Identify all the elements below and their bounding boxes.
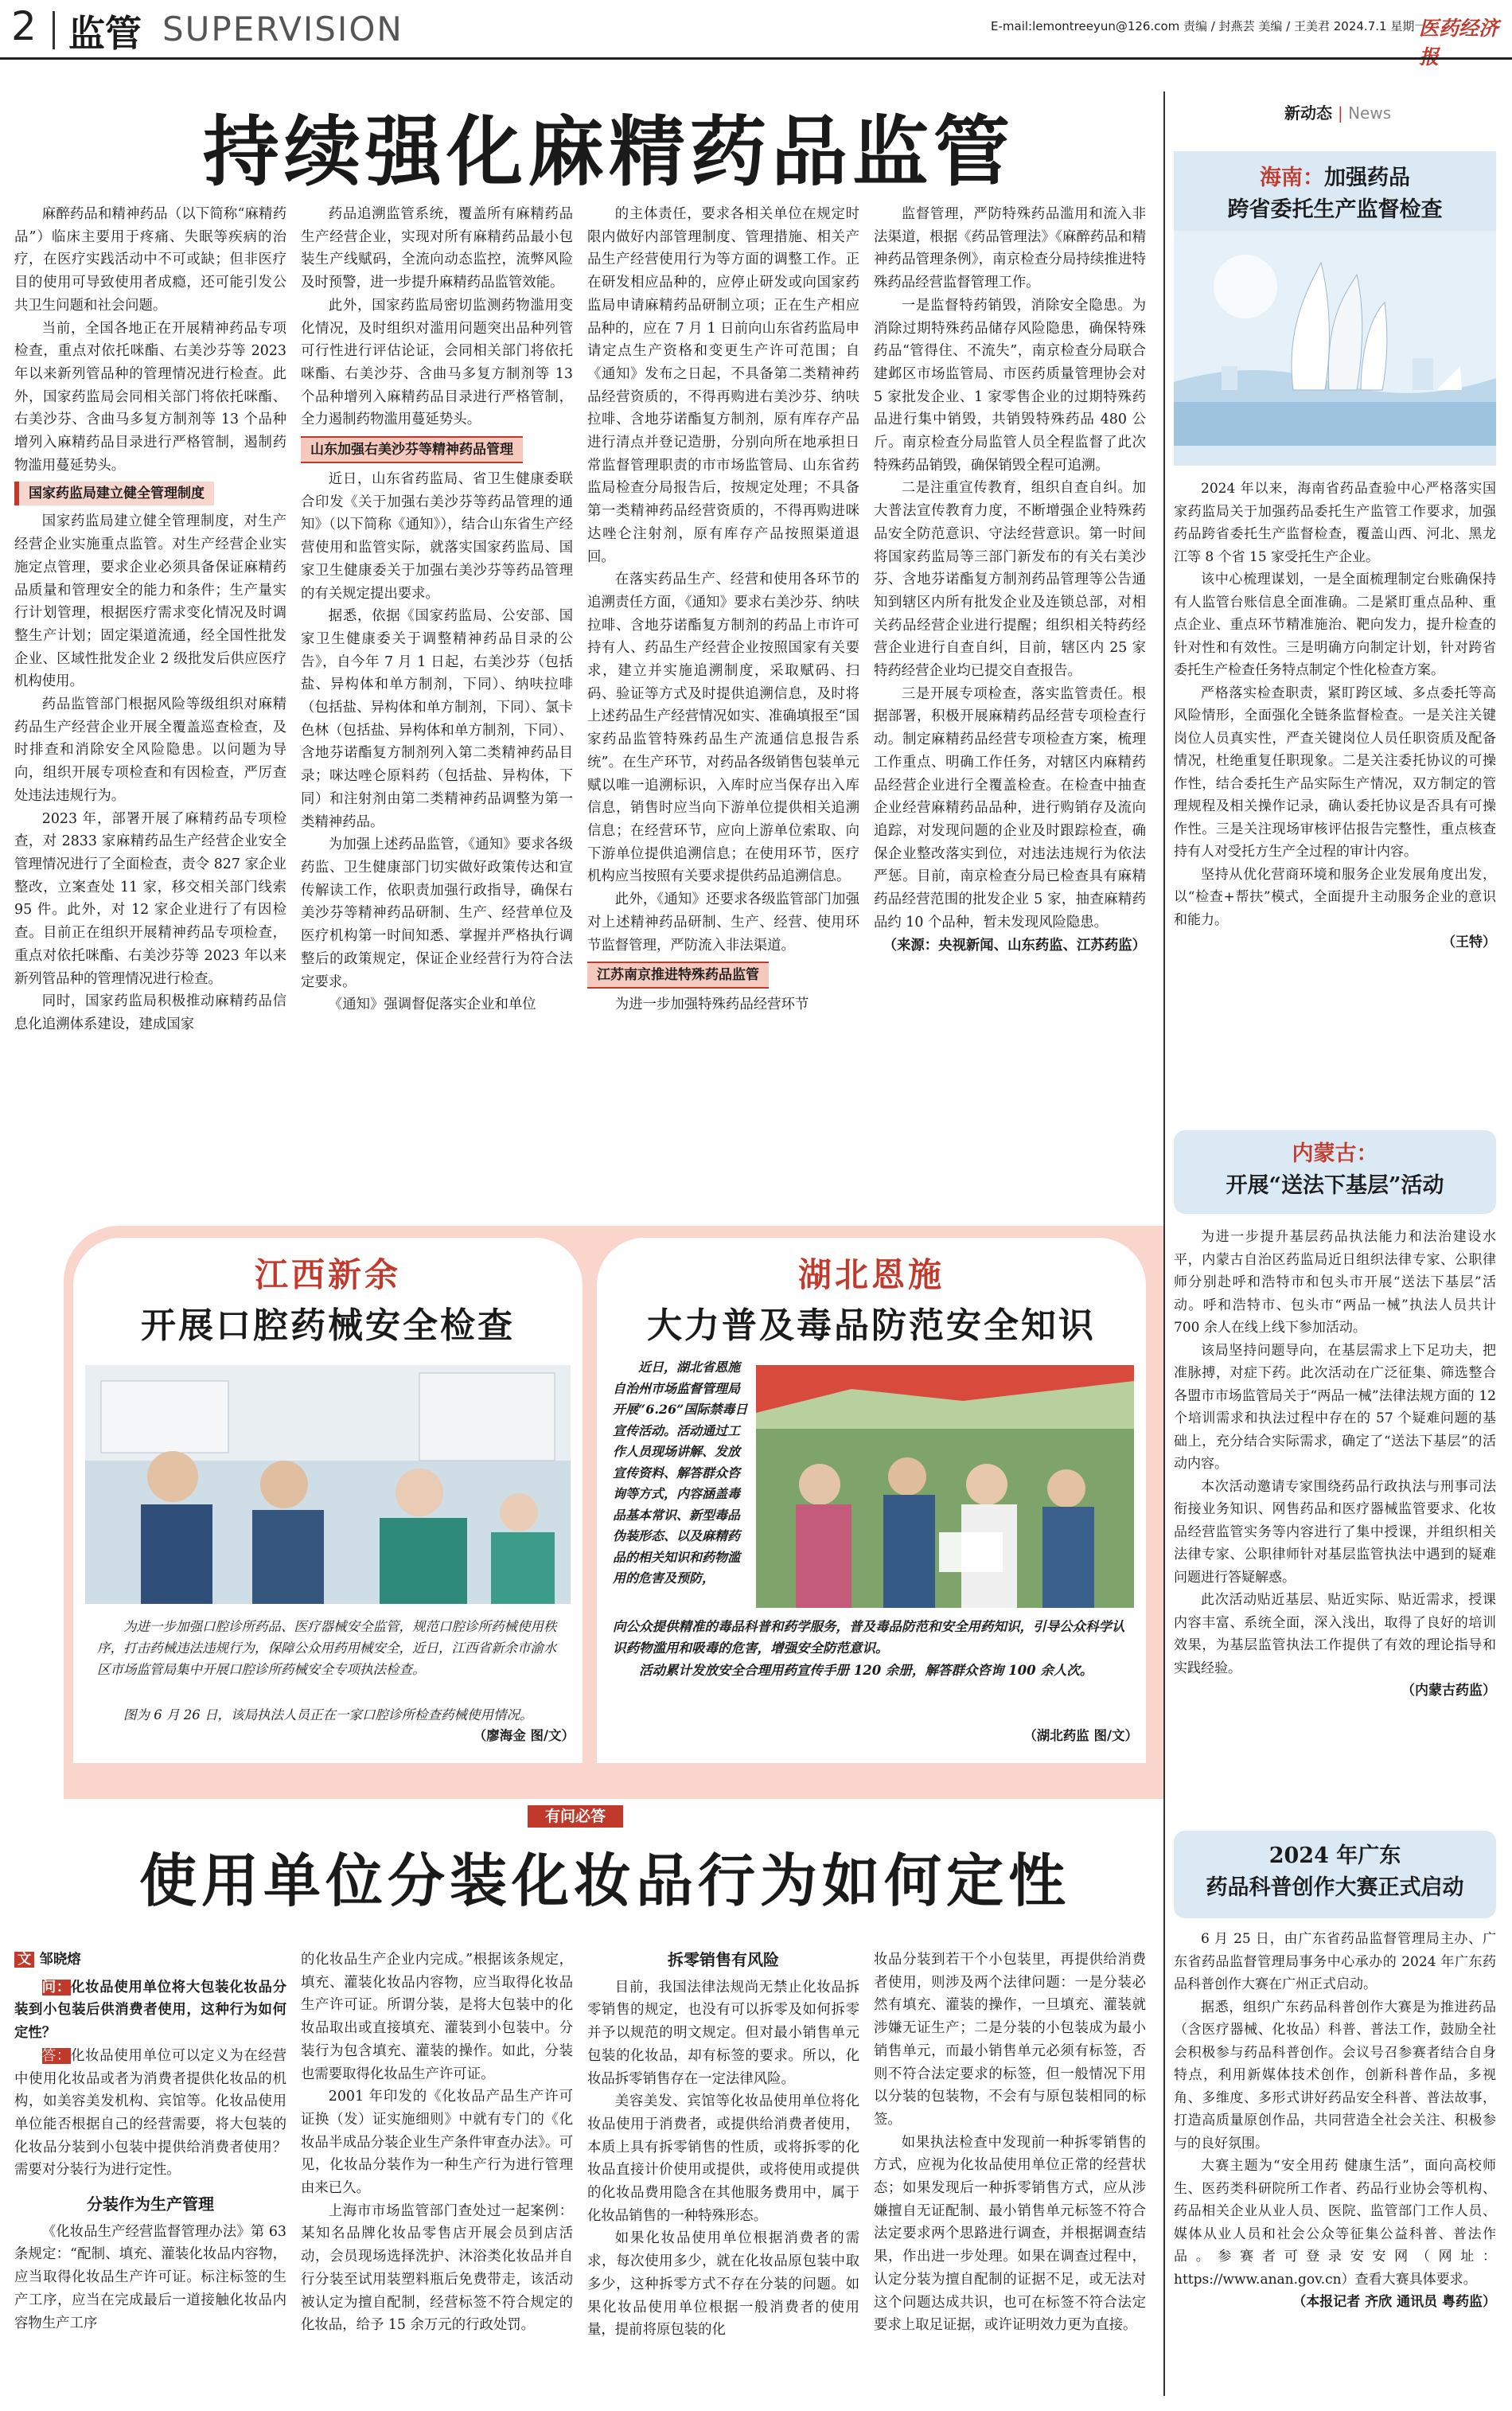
jiangxi-caption-2: 图为 6 月 26 日，该局执法人员正在一家口腔诊所检查药械使用情况。 xyxy=(123,1707,533,1722)
subheading: 山东加强右美沙芬等精神药品管理 xyxy=(301,436,523,463)
paragraph: 目前，我国法律法规尚无禁止化妆品拆零销售的规定，也没有可以拆零及如何拆零并予以规范的明文规定。但对最小销售单元包装的化妆品，却有标签的要求。所以，化妆品拆零销售存在一定法律风险。 xyxy=(587,1979,859,2087)
question-label: 问： xyxy=(41,1979,72,1996)
jiangxi-dental-clinic-photo xyxy=(85,1365,571,1604)
paragraph: 大赛主题为“安全用药 健康生活”，面向高校师生、医药类科研院所工作者、药品行业协会等机构、药品相关企业从业人员、医院、监管部门工作人员、媒体从业人员和社会公众等征集公益科普、普法作品。参赛者可登录安安网（网址：https://www.anan.gov.cn）查看大赛具体要求。 xyxy=(1174,2158,1496,2288)
news-section-head: 新动态 | News xyxy=(1284,103,1392,123)
jiangxi-title: 开展口腔药械安全检查 xyxy=(141,1305,515,1346)
paragraph: 2024 年以来，海南省药品查验中心严格落实国家药监局关于加强药品委托生产监管工作要求，加强药品跨省委托生产监督检查，覆盖山西、河北、黑龙江等 8 个省 15 家受托生产企业。 xyxy=(1174,481,1496,565)
article-source: （来源：央视新闻、山东药监、江苏药监） xyxy=(883,937,1146,954)
main-col-4 xyxy=(874,203,1146,957)
hubei-side-text: 近日，湖北省恩施自治州市场监督管理局开展“6.26”国际禁毒日宣传活动。活动通过工作人员现场讲解、发放宣传资料、解答群众咨询等方式，内容涵盖毒品基本常识、新型毒品伪装形态、以及麻精药品的相关知识和药物滥用的危害及预防， xyxy=(613,1360,748,1586)
paragraph: 美容美发、宾馆等化妆品使用单位将化妆品使用于消费者，或提供给消费者使用，本质上具有拆零销售的性质，或将拆零的化妆品直接计价使用或提供，或将使用或提供的化妆品费用隐含在其他服务费用中，属于化妆品销售的一种特殊形态。 xyxy=(587,2093,859,2224)
paragraph: 药品追溯监管系统，覆盖所有麻精药品生产经营企业，实现对所有麻精药品最小包装生产线赋码，全流向动态监控，流弊风险及时预警，进一步提升麻精药品监管效能。 xyxy=(301,206,573,291)
jiangxi-caption: 为进一步加强口腔诊所药品、医疗器械安全监管，规范口腔诊所药械使用秩序，打击药械违法违规行为，保障公众用药用械安全，近日，江西省新余市渝水区市场监管局集中开展口腔诊所药械安全专项执法检查。 xyxy=(97,1619,557,1677)
paragraph: 该中心梳理谋划，一是全面梳理制定台账确保持有人监管台账信息全面准确。二是紧盯重点品种、重点企业、重点环节精准施治、靶向发力，提升检查的针对性和有效性。三是明确方向制定计划，针对跨省委托生产检查任务特点制定个性化检查方案。 xyxy=(1174,572,1496,678)
paragraph: 在落实药品生产、经营和使用各环节的追溯责任方面，《通知》要求右美沙芬、纳呋拉啡、含地芬诺酯复方制剂的药品上市许可持有人、药品生产经营企业按照国家有关要求，建立并实施追溯制度，采取赋码、扫码、验证等方式及时提供追溯信息，及时将上述药品生产经营情况如实、准确填报至“国家药品监管特殊药品生产流通信息报告系统”。在生产环节，对药品各级销售包装单元赋以唯一追溯标识，入库时应当保存出入库信息，销售时应当向下游单位提供相关追溯信息；在经营环节，应向上游单位索取、向下游单位提供追溯信息；在使用环节，医疗机构应当按照有关要求提供药品追溯信息。 xyxy=(587,572,859,885)
hubei-credit: （湖北药监 图/文） xyxy=(1023,1728,1138,1743)
paragraph: 的化妆品生产企业内完成。”根据该条规定，填充、灌装化妆品内容物，应当取得化妆品生产许可证。所谓分装，是将大包装中的化妆品取出或直接填充、灌装到小包装中。分装行为包含填充、灌装的操作。如此，分装也需要取得化妆品生产许可证。 xyxy=(301,1952,573,2082)
hainan-title-red: 海南： xyxy=(1260,166,1324,190)
paragraph: 国家药监局建立健全管理制度，对生产经营企业实施重点监管。对生产经营企业实施定点管理，要求企业必须具备保证麻精药品质量和管理安全的能力和条件；生产量实行计划管理，根据医疗需求变化情况及时调整生产计划；固定渠道流通，经全国性批发企业、区域性批发企业 2 级批发后供应医疗机构使用。 xyxy=(14,513,286,690)
paragraph: 当前，全国各地正在开展精神药品专项检查，重点对依托咪酯、右美沙芬等 2023 年以来新列管品种的管理情况进行检查。此外，国家药监局会同相关部门将依托咪酯、右美沙芬、含曲马多复方制剂等 13 个品种增列入麻精药品目录进行严格管制，遏制药物滥用蔓延势头。 xyxy=(14,320,286,474)
subheading: 国家药监局建立健全管理制度 xyxy=(14,482,214,505)
byline: （本报记者 齐欣 通讯员 粤药监） xyxy=(1292,2294,1496,2310)
paragraph: 《化妆品生产经营监督管理办法》第 63 条规定：“配制、填充、灌装化妆品内容物，应当取得化妆品生产许可证。标注标签的生产工序，应当在完成最后一道接触化妆品内容物生产工序 xyxy=(14,2223,286,2331)
inner-mongolia-title-line2: 开展“送法下基层”活动 xyxy=(1226,1173,1444,1198)
qa-author-line xyxy=(14,1949,286,1972)
qa-question xyxy=(14,1976,286,2045)
hainan-skyline-illustration xyxy=(1174,231,1496,446)
header-meta: E-mail:lemontreeyun@126.com 责编 / 封燕芸 美编 / 王美君 2024.7.1 星期一 xyxy=(991,19,1427,33)
author-tag: 文 xyxy=(14,1952,34,1968)
paragraph: 同时，国家药监局积极推动麻精药品信息化追溯体系建设，建成国家 xyxy=(14,993,286,1032)
paragraph: 三是开展专项检查，落实监管责任。根据部署，积极开展麻精药品经营专项检查行动。制定麻精药品经营专项检查方案，梳理工作重点、明确工作任务，对辖区内麻精药品经营企业进行全覆盖检查。在检查中抽查企业经营麻精药品品种，进行购销存及流向追踪，对发现问题的企业及时跟踪检查，确保企业整改落实到位，对违法违规行为依法严惩。目前，南京检查分局已检查具有麻精药品经营范围的批发企业 5 家，抽查麻精药品约 10 个品种，暂未发现风险隐患。 xyxy=(874,685,1146,930)
paragraph: 据悉，依据《国家药监局、公安部、国家卫生健康委关于调整精神药品目录的公告》，自今年 7 月 1 日起，右美沙芬（包括盐、异构体和单方制剂，下同）、纳呋拉啡（包括盐、异构体和单方制剂，下同）、氯卡色林（包括盐、异构体和单方制剂，下同）、含地芬诺酯复方制剂列入第二类精神药品目录；咪达唑仑原料药（包括盐、异构体，下同）和注射剂由第二类精神药品调整为第一类精神药品。 xyxy=(301,608,573,830)
paragraph: 坚持从优化营商环境和服务企业发展角度出发，以“检查+帮扶”模式，全面提升主动服务企业的意识和能力。 xyxy=(1174,866,1496,928)
byline: （内蒙古药监） xyxy=(1401,1683,1496,1699)
page-header xyxy=(0,0,1512,68)
main-col-3 xyxy=(587,203,859,1016)
inner-mongolia-title-red: 内蒙古： xyxy=(1292,1141,1378,1166)
news-head-zh: 新动态 xyxy=(1284,103,1332,123)
hainan-title-line2: 跨省委托生产监督检查 xyxy=(1227,197,1443,222)
page-number: 2 xyxy=(11,3,37,49)
hainan-title-rest: 加强药品 xyxy=(1324,166,1410,190)
answer-label: 答： xyxy=(41,2047,72,2064)
hubei-panel xyxy=(597,1238,1146,1763)
paragraph: 严格落实检查职责，紧盯跨区域、多点委托等高风险情形，全面强化全链条监督检查。一是关注关键岗位人员真实性，严查关键岗位人员任职资质及配备情况，杜绝重复任职现象。二是关注委托协议的可操作性，结合委托生产品实际生产情况，双方制定的管理规程及相关操作记录，确认委托协议是否具有可操作性。三是关注现场审核评估报告完整性，重点核查持有人对受托方生产全过程的审计内容。 xyxy=(1174,685,1496,860)
author-name: 邹晓熔 xyxy=(39,1952,81,1968)
qa-subheading: 分装作为生产管理 xyxy=(87,2194,214,2214)
guangdong-title-line1: 2024 年广东 xyxy=(1268,1843,1401,1868)
qa-headline: 使用单位分装化妆品行为如何定性 xyxy=(139,1847,1071,1914)
qa-answer xyxy=(14,2045,286,2182)
news-head-en: News xyxy=(1348,103,1392,123)
header-divider xyxy=(53,11,55,49)
paragraph: 为进一步加强特殊药品经营环节 xyxy=(614,997,809,1013)
hubei-title-red: 湖北恩施 xyxy=(797,1255,945,1294)
guangdong-title xyxy=(1174,1840,1496,1904)
paragraph: 此次活动贴近基层、贴近实际、贴近需求，授课内容丰富、系统全面，深入浅出，取得了良好的培训效果，为基层监管执法工作提供了有效的理论指导和实践经验。 xyxy=(1174,1592,1496,1676)
hubei-bottom-text: 向公众提供精准的毒品科普和药学服务，普及毒品防范和安全用药知识，引导公众科学认识药物滥用和吸毒的危害，增强安全防范意识。 xyxy=(613,1619,1125,1656)
paragraph: 此外，《通知》还要求各级监管部门加强对上述精神药品研制、生产、经营、使用环节监督管理，严防流入非法渠道。 xyxy=(587,891,859,954)
paragraph: 一是监督特药销毁，消除安全隐患。为消除过期特殊药品储存风险隐患，确保特殊药品“管得住、不流失”，南京检查分局联合建邺区市场监管局、市医药质量管理协会对 5 家批发企业、1 家零售企业的过期特殊药品进行集中销毁，共销毁特殊药品 480 公斤。南京检查分局监管人员全程监督了此次特殊药品销毁，确保销毁全程可追溯。 xyxy=(874,297,1146,474)
byline: （王特） xyxy=(1442,934,1496,950)
jiangxi-credit: （廖海金 图/文） xyxy=(473,1728,575,1743)
guangdong-title-box xyxy=(1174,1831,1496,1918)
paragraph: 《通知》强调督促落实企业和单位 xyxy=(328,997,536,1013)
paragraph: 此外，国家药监局密切监测药物滥用变化情况，及时组织对滥用问题突出品种列管可行性进行评估论证，会同相关部门将依托咪酯、右美沙芬、含曲马多复方制剂等 13 个品种增列入麻精药品目录进行严格管制，全力遏制药物滥用蔓延势头。 xyxy=(301,297,573,428)
qa-subheading: 拆零销售有风险 xyxy=(668,1950,779,1969)
answer-text: 化妆品使用单位可以定义为在经营中使用化妆品或者为消费者提供化妆品的机构，如美容美发机构、宾馆等。化妆品使用单位能否根据自己的经营需要，将大包装的化妆品分装到小包装中提供给消费者使用？需要对分装行为进行定性。 xyxy=(14,2047,286,2179)
paragraph: 为加强上述药品监管，《通知》要求各级药监、卫生健康部门切实做好政策传达和宣传解读工作，依职责加强行政指导，确保右美沙芬等精神药品研制、生产、经营单位及医疗机构第一时间知悉、掌握并严格执行调整后的政策规定，保证企业经营行为符合法定要求。 xyxy=(301,837,573,990)
question-text: 化妆品使用单位将大包装化妆品分装到小包装后供消费者使用，这种行为如何定性？ xyxy=(14,1979,286,2042)
inner-mongolia-title xyxy=(1174,1138,1496,1202)
paragraph: 2023 年，部署开展了麻精药品专项检查，对 2833 家麻精药品生产经营企业安全管理情况进行了全面检查，责令 827 家企业整改，立案查处 11 家，移交相关部门线索 95 件。此外，对 12 家企业进行了有因检查。目前正在组织开展精神药品专项检查，重点对依托咪酯、右美沙芬等 2023 年以来新列管品种的管理情况进行检查。 xyxy=(14,810,286,987)
guangdong-title-line2: 药品科普创作大赛正式启动 xyxy=(1206,1875,1464,1900)
subheading: 江苏南京推进特殊药品监管 xyxy=(587,962,769,989)
paragraph: 如果执法检查中发现前一种拆零销售的方式，应视为化妆品使用单位正常的经营状态；如果发现后一种拆零销售方式，应从涉嫌擅自无证配制、最小销售单元标签不符合法定要求两个思路进行调查，并根据调查结果，作出进一步处理。如果在调查过程中，认定分装为擅自配制的证据不足，或无法对这个问题达成共识，也可在标签不符合法定要求上取足证据，或许证明效力更为直接。 xyxy=(874,2134,1146,2334)
paragraph: 的主体责任，要求各相关单位在规定时限内做好内部管理制度、管理措施、相关产品生产经营使用行为等方面的调整工作。正在研发相应品种的，应停止研发或向国家药监局申请麻精药品研制立项；正在生产相应品种的，应在 7 月 1 日前向山东省药监局申请定点生产资格和变更生产许可范围；自《通知》发布之日起，不具备第二类精神药品经营资质的，不得再购进右美沙芬、纳呋拉啡、含地芬诺酯复方制剂，原有库存产品进行清点并登记造册，分别向所在地承担日常监督管理职责的市市场监管局、山东省药监局检查分局报告后，按规定处理；不具备第一类精神药品经营资质的，不得再购进咪达唑仑注射剂，原有库存产品按照渠道退回。 xyxy=(587,206,859,565)
jiangxi-title-red: 江西新余 xyxy=(254,1255,401,1294)
paragraph: 6 月 25 日，由广东省药品监督管理局主办、广东省药品监督管理局事务中心承办的 2024 年广东药品科普创作大赛在广州正式启动。 xyxy=(1174,1931,1496,1992)
guangdong-body xyxy=(1174,1928,1496,2314)
sidebar-divider xyxy=(1163,92,1165,2396)
hubei-bottom-text-2: 活动累计发放安全合理用药宣传手册 120 余册，解答群众咨询 100 余人次。 xyxy=(639,1663,1093,1678)
hainan-body xyxy=(1174,478,1496,954)
qa-col-3 xyxy=(587,1949,859,2342)
paragraph: 上海市市场监管部门查处过一起案例：某知名品牌化妆品零售店开展会员到店活动，会员现场选择洗护、沐浴类化妆品并自行分装至试用装塑料瓶后免费带走，该活动被认定为擅自配制，经营标签不符合规定的化妆品，给予 15 余万元的行政处罚。 xyxy=(301,2202,573,2334)
hubei-title: 大力普及毒品防范安全知识 xyxy=(647,1305,1096,1346)
paragraph: 监督管理，严防特殊药品滥用和流入非法渠道，根据《药品管理法》《麻醉药品和精神药品管理条例》，南京检查分局持续推进特殊药品经营监督管理工作。 xyxy=(874,206,1146,291)
qa-column-tag: 有问必答 xyxy=(528,1805,623,1828)
paragraph: 本次活动邀请专家围绕药品行政执法与刑事司法衔接业务知识、网售药品和医疗器械监管要求、化妆品经营监管实务等内容进行了集中授课，并组织相关法律专家、公职律师针对基层监管执法中遇到的疑难问题进行答疑解惑。 xyxy=(1174,1478,1496,1586)
jiangxi-panel xyxy=(73,1238,583,1763)
paragraph: 2001 年印发的《化妆品产品生产许可证换（发）证实施细则》中就有专门的《化妆品半成品分装企业生产条件审查办法》。可见，化妆品分装作为一种生产行为进行管理由来已久。 xyxy=(301,2089,573,2197)
qa-col-1 xyxy=(14,1949,286,2335)
section-name: 监管 xyxy=(68,12,142,55)
paragraph: 该局坚持问题导向，在基层需求上下足功夫，把准脉搏，对症下药。此次活动在广泛征集、筛选整合各盟市市场监管局关于“两品一械”法律法规方面的 12 个培训需求和执法过程中存在的 57 个疑难问题的基础上，充分结合实际需求，确定了“送法下基层”的活动内容。 xyxy=(1174,1342,1496,1472)
main-col-2 xyxy=(301,203,573,1016)
newspaper-logo: 医药经济报 xyxy=(1419,17,1499,68)
header-rule xyxy=(0,57,1512,60)
hubei-anti-drug-event-photo xyxy=(756,1365,1134,1608)
hainan-box xyxy=(1174,151,1496,466)
paragraph: 妆品分装到若干个小包装里，再提供给消费者使用，则涉及两个法律问题：一是分装必然有填充、灌装的操作，一旦填充、灌装就涉嫌无证生产；二是分装的小包装成为最小销售单元，而最小销售单元必须有标签，否则不符合法定要求的标签，但一般情况下用以分装的包装物，不会有与原包装相同的标签。 xyxy=(874,1952,1146,2128)
main-col-1 xyxy=(14,203,286,1036)
section-name-en: SUPERVISION xyxy=(162,10,403,49)
paragraph: 药品监管部门根据风险等级组织对麻精药品生产经营企业开展全覆盖巡查检查，及时排查和消除安全风险隐患。以问题为导向，组织开展专项检查和有因检查，严厉查处违法违规行为。 xyxy=(14,696,286,804)
qa-col-2 xyxy=(301,1949,573,2337)
main-headline: 持续强化麻精药品监管 xyxy=(203,107,1015,197)
hainan-title xyxy=(1174,162,1496,226)
paragraph: 如果化妆品使用单位根据消费者的需求，每次使用多少，就在化妆品原包装中取多少，这种拆零方式不存在分装的问题。如果化妆品使用单位根据一般消费者的使用量，提前将原包装的化 xyxy=(587,2230,859,2339)
inner-mongolia-body xyxy=(1174,1226,1496,1703)
paragraph: 二是注重宣传教育，组织自查自纠。加大普法宣传教育力度，不断增强企业特殊药品安全防范意识、守法经营意识。第一时间将国家药监局等三部门新发布的有关右美沙芬、含地芬诺酯复方制剂药品管理等公告通知到辖区内所有批发企业及连锁总部，对相关药品经营企业进行提醒；组织相关特药经营企业进行自查自纠，目前，辖区内 25 家特药经营企业均已提交自查报告。 xyxy=(874,480,1146,680)
paragraph: 为进一步提升基层药品执法能力和法治建设水平，内蒙古自治区药监局近日组织法律专家、公职律师分别赴呼和浩特市和包头市开展“送法下基层”活动。呼和浩特市、包头市“两品一械”执法人员共计 700 余人在线上线下参加活动。 xyxy=(1174,1229,1496,1336)
paragraph: 麻醉药品和精神药品（以下简称“麻精药品”）临床主要用于疼痛、失眠等疾病的治疗，在医疗实践活动中不可或缺；但非医疗目的使用可导致使用者成瘾，还可能引发公共卫生问题和社会问题。 xyxy=(14,206,286,314)
paragraph: 据悉，组织广东药品科普创作大赛是为推进药品（含医疗器械、化妆品）科普、普法工作，鼓励全社会积极参与药品科普创作。会议号召参赛者结合自身特点，利用新媒体技术创作，创新科普作品，多视角、多维度、多形式讲好药品安全科普、普法故事，打造高质量原创作品，共同营造全社会关注、积极参与的良好氛围。 xyxy=(1174,1999,1496,2152)
paragraph: 近日，山东省药监局、省卫生健康委联合印发《关于加强右美沙芬等药品管理的通知》（以下简称《通知》），结合山东省生产经营使用和监管实际，就落实国家药监局、国家卫生健康委关于加强右美沙芬等药品管理的有关规定提出要求。 xyxy=(301,471,573,602)
qa-col-4 xyxy=(874,1949,1146,2337)
inner-mongolia-title-box xyxy=(1174,1130,1496,1214)
